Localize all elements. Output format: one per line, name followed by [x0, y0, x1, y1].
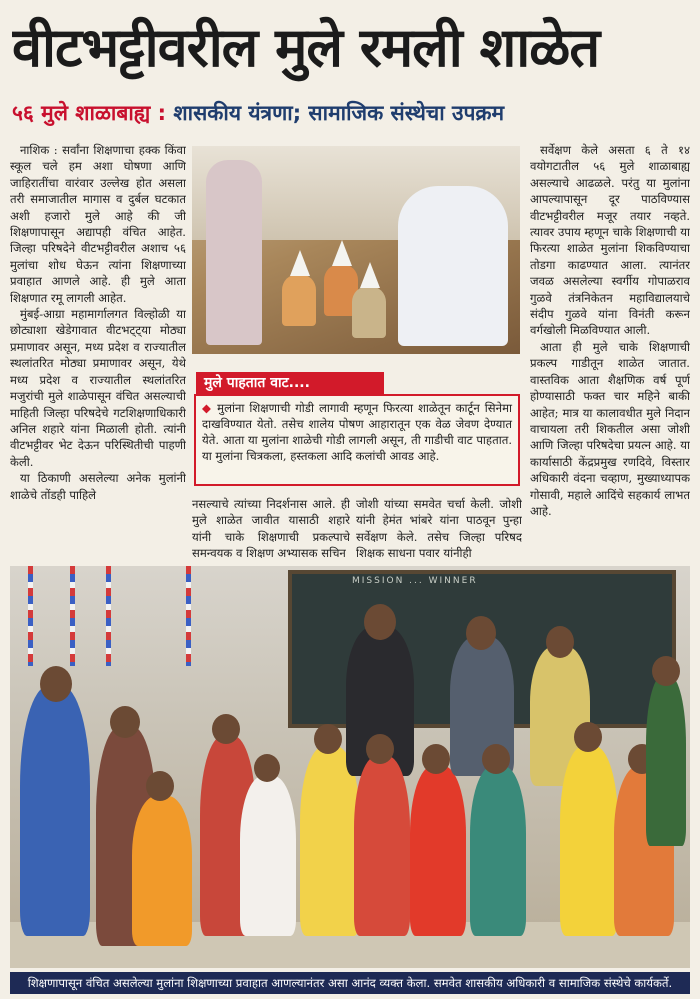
photo-caption: शिक्षणापासून वंचित असलेल्या मुलांना शिक्षणाच्या प्रवाहात आणल्यानंतर असा आनंद व्यक्त केला. समवेत शासकीय अधिकारी व सामाजिक संस्थेचे कार्यकर्ते.	[10, 972, 690, 994]
streamer-decoration	[70, 566, 75, 666]
photo-child-figure	[352, 286, 386, 338]
photo-person-figure	[132, 796, 192, 946]
blackboard-text: MISSION ... WINNER	[352, 576, 478, 586]
photo-person-figure	[410, 766, 466, 936]
sidebar-box	[194, 394, 520, 486]
photo-guest-figure	[398, 186, 508, 346]
paragraph: जोशी यांच्या समवेत चर्चा केली. जोशी यांनी हेमंत भांबरे यांना पाठवून पुन्हा सर्वेक्षण केले. तसेच जिल्हा परिषद शिक्षक साधना पवार यांनीही	[356, 497, 522, 561]
photo-person-head	[466, 616, 496, 650]
photo-person-figure	[240, 776, 296, 936]
photo-person-figure	[20, 686, 90, 936]
paragraph: नसल्याचे त्यांच्या निदर्शनास आले. ही मुले शाळेत जावीत यासाठी शहारे यांनी चाके शिक्षणाची प्रकल्पाचे समन्वयक व शिक्षण अभ्यासक सचिन	[192, 497, 350, 561]
group-photo	[10, 566, 690, 968]
paragraph: नाशिक : सर्वांना शिक्षणाचा हक्क किंवा स्कूल चले हम अशा घोषणा आणि जाहिरातींचा वारंवार उल्लेख होत असला तरी समाजातील मागास व दुर्बल घटकात अशी हजारो मुले आहे की जी शिक्षणापासून अद्यापही वंचित आहेत. जिल्हा परिषदेने वीटभट्टीवरील अशाच ५६ मुलांचा शोध घेऊन त्यांना शिक्षणाच्या प्रवाहात आणले आहे. ही मुले आता शिक्षणात रमू लागली आहेत.	[10, 143, 186, 305]
paper-hat-shape	[290, 250, 310, 276]
article-column-middle-left	[192, 496, 350, 566]
article-column-left	[10, 142, 186, 562]
photo-person-head	[422, 744, 450, 774]
photo-person-head	[254, 754, 280, 782]
photo-person-head	[366, 734, 394, 764]
headline: वीटभट्टीवरील मुले रमली शाळेत	[12, 16, 600, 79]
streamer-decoration	[106, 566, 111, 666]
article-column-middle-right	[356, 496, 522, 566]
streamer-decoration	[28, 566, 33, 666]
sidebar-box-title: मुले पाहतात वाट....	[196, 372, 384, 394]
subheadline	[12, 96, 688, 130]
photo-person-head	[40, 666, 72, 702]
streamer-decoration	[186, 566, 191, 666]
photo-person-head	[652, 656, 680, 686]
paragraph: आता ही मुले चाके शिक्षणाची प्रकल्प गाडीतून शाळेत जातात. वास्तविक आता शैक्षणिक वर्ष पूर्ण होण्यासाठी फक्त चार महिने बाकी आहेत; मात्र या कालावधीत मुले निदान वाचायला तरी शिकतील असा जोशी आणि जिल्हा परिषदेचा प्रयत्न आहे. या कार्यासाठी केंद्रप्रमुख रणदिवे, विस्तार अधिकारी वंदना चव्हाण, मुख्याध्यापक गोसावी, महाले आदिंचे सहकार्य लाभत आहे.	[530, 339, 690, 518]
photo-teacher-figure	[206, 160, 262, 345]
photo-person-head	[364, 604, 396, 640]
paper-hat-shape	[360, 262, 380, 288]
classroom-photo	[192, 146, 520, 354]
paragraph: मुंबई-आग्रा महामार्गालगत विल्होळी या छोट्याशा खेडेगावात वीटभट्ट्या मोठ्या प्रमाणावर असून, मध्य प्रदेश व राज्यातील स्थलांतरित मोठ्या प्रमाणावर असून, येथे मध्य प्रदेश व राज्यातील स्थलांतरित मजुरांची मुले शाळेपासून वंचित असल्याची माहिती जिल्हा परिषदेचे गटशिक्षणाधिकारी अनिल शहारे यांना मिळाली होती. त्यांनी वीटभट्टीवर भेट देऊन परिस्थितीची पाहणी केली.	[10, 307, 186, 469]
photo-person-figure	[646, 676, 686, 846]
photo-person-head	[110, 706, 140, 738]
subheadline-rest: शासकीय यंत्रणा; सामाजिक संस्थेचा उपक्रम	[166, 101, 505, 125]
photo-person-head	[482, 744, 510, 774]
paragraph: या ठिकाणी असलेल्या अनेक मुलांनी शाळेचे तोंडही पाहिले	[10, 471, 186, 502]
photo-person-figure	[470, 766, 526, 936]
diamond-bullet-icon: ◆	[202, 401, 213, 415]
photo-person-head	[314, 724, 342, 754]
photo-person-figure	[560, 746, 618, 936]
photo-person-head	[574, 722, 602, 752]
photo-child-figure	[282, 274, 316, 326]
sidebar-box-text: मुलांना शिक्षणाची गोडी लागावी म्हणून फिरत्या शाळेतून कार्टून सिनेमा दाखविण्यात येतो. तसेच शालेय पोषण आहारातून एक वेळ जेवण देण्यात येते. आता या मुलांना शाळेची गोडी लागली असून, ती गाडीची वाट पाहतात. या मुलांना चित्रकला, हस्तकला आदि कलांची आवड आहे.	[202, 401, 512, 463]
article-column-right	[530, 142, 690, 562]
paper-hat-shape	[332, 240, 352, 266]
photo-person-head	[212, 714, 240, 744]
paragraph: सर्वेक्षण केले असता ६ ते १४ वयोगटातील ५६ मुले शाळाबाह्य असल्याचे आढळले. परंतु या मुलांना आपल्यापासून दूर पाठविण्यास वीटभट्टीवरील मजूर तयार नव्हते. त्यावर उपाय म्हणून चाके शिक्षणाची या फिरत्या शाळेत मुलांना शिकविण्याचा तोडगा काढण्यात आला. त्यानंतर जवळ असलेल्या स्वर्गीय गोपाळराव गुळवे तंत्रनिकेतन महाविद्यालयाचे संदीप गुळवे यांना विनंती करून वर्गखोली मिळविण्यात आली.	[530, 143, 690, 338]
photo-person-head	[546, 626, 574, 658]
photo-person-head	[146, 771, 174, 801]
subheadline-highlight: ५६ मुले शाळाबाह्य :	[12, 101, 167, 125]
photo-person-figure	[354, 756, 410, 936]
